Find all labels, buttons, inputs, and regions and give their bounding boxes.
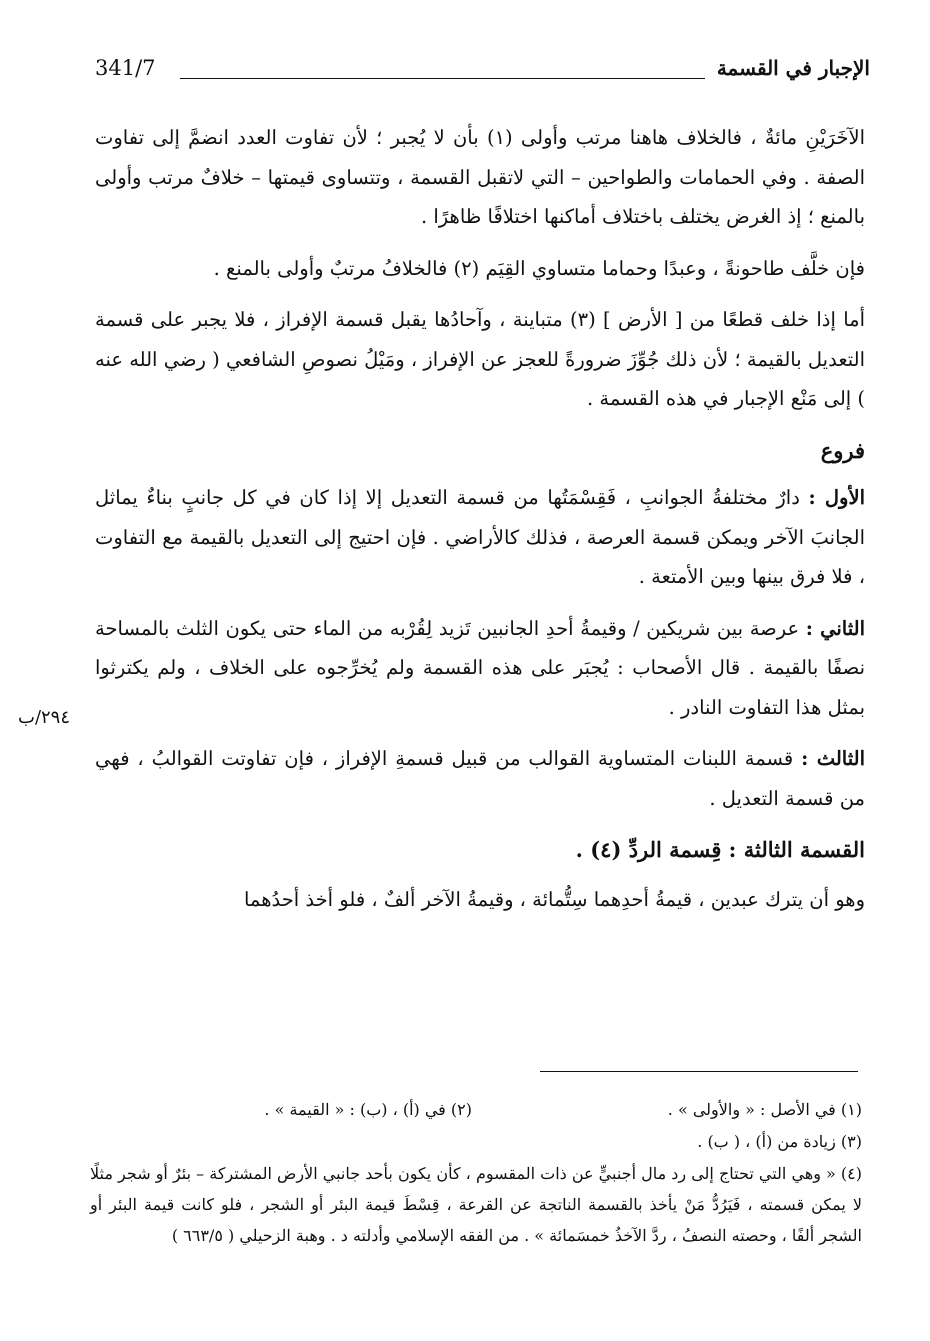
- paragraph-2: فإن خلَّف طاحونةً ، وعبدًا وحماما متساوي القِيَم (٢) فالخلافُ مرتبٌ وأولى بالمنع .: [213, 256, 865, 280]
- section-3-heading: القسمة الثالثة : قِسمة الردِّ (٤) .: [575, 837, 865, 862]
- branch-3-text: قسمة اللبنات المتساوية القوالب من قبيل قسمةِ الإفراز ، فإن تفاوتت القوالبُ ، فهي من قسمة التعديل .: [95, 747, 865, 810]
- branch-2: [95, 609, 865, 728]
- branch-1: [95, 478, 865, 597]
- paragraph-1: الآخَرَيْنِ مائةٌ ، فالخلاف هاهنا مرتب وأولى (١) بأن لا يُجبر ؛ لأن تفاوت العدد انضمَّ إلى تفاوت الصفة . وفي الحمامات والطواحين – التي لاتقبل القسمة ، وتتساوى قيمتها – خلافٌ مرتب وأولى بالمنع ؛ إذ الغرض يختلف باختلاف أماكنها اختلافًا ظاهرًا .: [95, 126, 865, 228]
- branch-2-text: عرصة بين شريكين / وقيمةُ أحدِ الجانبين تَزيد لِقُرْبه من الماء حتى يكون الثلث بالمساحة نصفًا بالقيمة . قال الأصحاب : يُجبَر على هذه القسمة ولم يُخرِّجوه على الخلاف ، ولم يكترثوا بمثل هذا التفاوت النادر .: [95, 616, 865, 719]
- branches-heading: فروع: [820, 437, 865, 463]
- paragraph-3: أما إذا خلف قطعًا من [ الأرض ] (٣) متباينة ، وآحادُها يقبل قسمة الإفراز ، فلا يجبر على قسمة التعديل بالقيمة ؛ لأن ذلك جُوِّزَ ضرورةً للعجز عن الإفراز ، ومَيْلُ نصوصِ الشافعي ( رضي الله عنه ) إلى مَنْع الإجبار في هذه القسمة .: [95, 308, 865, 410]
- header-rule: [180, 78, 705, 79]
- footnote-row-1: [90, 1094, 862, 1126]
- footnote-2: (٢) في (أ) ، (ب) : « القيمة » .: [264, 1100, 472, 1119]
- footnote-1: (١) في الأصل : « والأولى » .: [667, 1100, 862, 1119]
- branch-3: [95, 739, 865, 818]
- branch-1-text: دارٌ مختلفةُ الجوانبِ ، فَقِسْمَتُها من قسمة التعديل إلا إذا كان في كل جانبٍ بناءٌ يماثل الجانبَ الآخر ويمكن قسمة العرصة ، فذلك كالأراضي . فإن احتيج إلى التعديل بالقيمة مع التفاوت ، فلا فرق بينها وبين الأمتعة .: [95, 486, 865, 588]
- main-text: [95, 118, 865, 931]
- manuscript-folio-note: ٢٩٤/ب: [18, 707, 71, 728]
- header-title: الإجبار في القسمة: [716, 56, 870, 80]
- running-header: [95, 56, 870, 96]
- branch-1-lead: الأول :: [808, 486, 865, 509]
- footnote-separator: [540, 1071, 858, 1072]
- branch-3-lead: الثالث :: [801, 747, 865, 770]
- branch-2-lead: الثاني :: [805, 616, 865, 640]
- footnotes: [90, 1094, 862, 1251]
- footnote-4: (٤) « وهي التي تحتاج إلى رد مال أجنبيٍّ عن ذات المقسوم ، كأن يكون بأحد جانبي الأرض المشتركة – بئرٌ أو شجر مثلًا لا يمكن قسمته ، فَيَرُدُّ مَنْ يأخذ بالقسمة الناتجة عن القرعة ، قِسْطَ قيمة البئر أو الشجر ، فلو كانت قيمة البئر أو الشجر ألفًا ، وحصته النصفُ ، ردَّ الآخذُ خمسَمائة » . من الفقه الإسلامي وأدلته د . وهبة الزحيلي ( ٦٦٣/٥ ): [90, 1164, 862, 1245]
- page-number: 341/7: [95, 56, 156, 80]
- footnote-3: (٣) زيادة من (أ) ، ( ب) .: [697, 1132, 862, 1151]
- paragraph-last: وهو أن يترك عبدين ، قيمةُ أحدِهما سِتُّمائة ، وقيمةُ الآخر ألفٌ ، فلو أخذ أحدُهما: [243, 887, 865, 911]
